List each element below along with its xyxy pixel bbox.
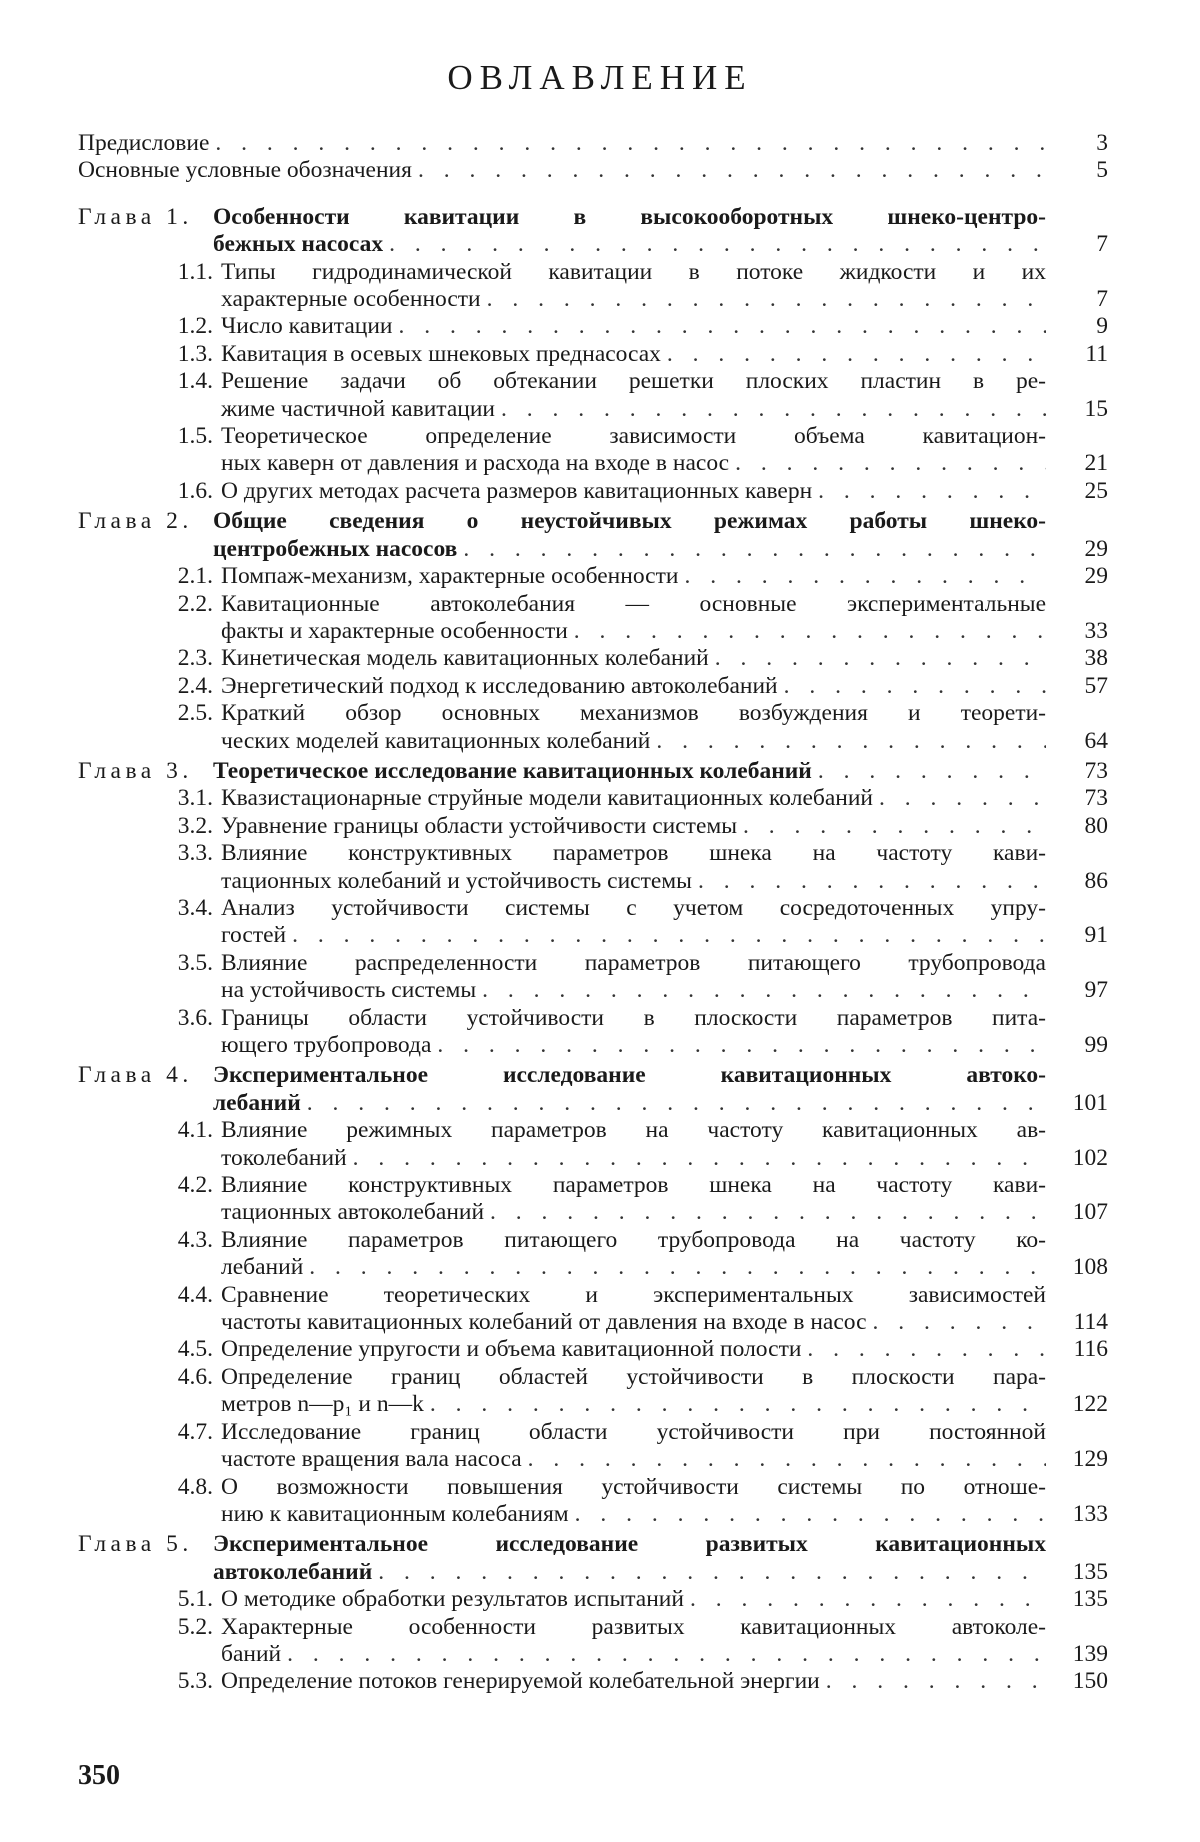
entry-line — [221, 950, 1046, 977]
section-entry — [78, 341, 1108, 368]
entry-text — [221, 1227, 1046, 1282]
page-ref: 38 — [1084, 645, 1108, 672]
entry-line — [221, 368, 1046, 395]
entry-line-text: О возможности повышения устойчивости системы по отноше- — [221, 1473, 1046, 1500]
section-number: 3.2. — [177, 812, 213, 839]
page-ref: 73 — [1084, 757, 1108, 784]
entry-line — [221, 1254, 1046, 1281]
dot-leader — [482, 977, 1046, 1004]
entry-line — [221, 1309, 1046, 1336]
page-ref: 139 — [1072, 1640, 1108, 1667]
entry-line — [221, 1227, 1046, 1254]
section-number: 4.5. — [177, 1336, 213, 1363]
entry-line — [221, 1668, 1046, 1695]
section-number: 4.6. — [177, 1363, 213, 1390]
front-matter-entry — [78, 130, 1108, 157]
entry-line-text: частоты кавитационных колебаний от давления на входе в насос — [221, 1309, 867, 1336]
dot-leader — [818, 758, 1046, 785]
section-entry — [78, 1336, 1108, 1363]
section-entry — [78, 1227, 1108, 1282]
dot-leader — [656, 728, 1046, 755]
entry-line — [221, 1336, 1046, 1363]
entry-line-text: характерные особенности — [221, 286, 481, 313]
section-entry — [78, 313, 1108, 340]
dot-leader — [667, 341, 1046, 368]
section-number: 4.4. — [177, 1281, 213, 1308]
entry-line-text: Квазистационарные струйные модели кавитационных колебаний — [221, 785, 873, 812]
chapter-entry — [78, 204, 1108, 259]
section-entry — [78, 478, 1108, 505]
section-entry — [78, 785, 1108, 812]
entry-line — [221, 813, 1046, 840]
entry-line — [213, 758, 1046, 785]
page-ref: 80 — [1084, 812, 1108, 839]
dot-leader — [487, 286, 1046, 313]
entry-line-text: Энергетический подход к исследованию автоколебаний — [221, 672, 778, 699]
entry-line — [221, 1032, 1046, 1059]
chapter-entry — [78, 1531, 1108, 1586]
entry-line — [221, 922, 1046, 949]
entry-text — [221, 1668, 1046, 1695]
entry-line — [221, 423, 1046, 450]
entry-line-text: Теоретическое определение зависимости объема кавитацион- — [221, 423, 1046, 450]
entry-line-text: Основные условные обозначения — [78, 157, 412, 184]
dot-leader — [743, 813, 1046, 840]
page-ref: 114 — [1073, 1309, 1108, 1336]
dot-leader — [879, 785, 1046, 812]
entry-line — [213, 231, 1046, 258]
entry-line-text: лебаний — [213, 1089, 301, 1116]
entry-text — [213, 508, 1046, 563]
section-number: 1.6. — [177, 477, 213, 504]
page-ref: 7 — [1096, 286, 1108, 313]
entry-text — [78, 157, 1046, 184]
dot-leader — [418, 157, 1046, 184]
entry-line — [221, 1145, 1046, 1172]
section-entry — [78, 368, 1108, 423]
entry-line-text: Влияние режимных параметров на частоту кавитационных ав- — [221, 1117, 1046, 1144]
entry-line — [221, 618, 1046, 645]
page-ref: 122 — [1072, 1391, 1108, 1418]
entry-line-text: центробежных насосов — [213, 535, 458, 562]
entry-line-text: тационных колебаний и устойчивость системы — [221, 867, 692, 894]
entry-text — [221, 1005, 1046, 1060]
entry-text — [221, 1419, 1046, 1474]
entry-line-text: Решение задачи об обтекании решетки плоских пластин в ре- — [221, 368, 1046, 395]
page-ref: 108 — [1072, 1254, 1108, 1281]
entry-text — [221, 645, 1046, 672]
entry-text — [221, 341, 1046, 368]
entry-line-text: частоте вращения вала насоса — [221, 1446, 522, 1473]
section-entry — [78, 591, 1108, 646]
dot-leader — [353, 1145, 1046, 1172]
entry-text — [221, 368, 1046, 423]
section-number: 3.1. — [177, 785, 213, 812]
table-of-contents — [78, 130, 1108, 1696]
page-ref: 101 — [1072, 1089, 1108, 1116]
section-number: 4.3. — [177, 1226, 213, 1253]
entry-line — [221, 895, 1046, 922]
entry-text — [221, 813, 1046, 840]
entry-line-text: Особенности кавитации в высокооборотных шнеко-центро- — [213, 203, 1046, 230]
page-ref: 9 — [1096, 313, 1108, 340]
section-entry — [78, 563, 1108, 590]
page-ref: 21 — [1084, 450, 1108, 477]
entry-line — [221, 478, 1046, 505]
chapter-label: Глава 1. — [78, 203, 193, 230]
page-ref: 5 — [1096, 157, 1108, 184]
chapter-label: Глава 4. — [78, 1062, 193, 1089]
section-entry — [78, 1172, 1108, 1227]
section-entry — [78, 1364, 1108, 1419]
entry-line — [221, 1391, 1046, 1418]
dot-leader — [309, 1254, 1046, 1281]
entry-line-text: Кавитационные автоколебания — основные экспериментальные — [221, 590, 1046, 617]
entry-text — [221, 1474, 1046, 1529]
dot-leader — [307, 1090, 1046, 1117]
page-ref: 150 — [1072, 1668, 1108, 1695]
page-ref: 116 — [1073, 1336, 1108, 1363]
entry-line — [221, 1005, 1046, 1032]
entry-line — [213, 1559, 1046, 1586]
entry-text — [221, 700, 1046, 755]
entry-line-text: Определение границ областей устойчивости в плоскости пара- — [221, 1363, 1046, 1390]
entry-line — [221, 673, 1046, 700]
entry-text — [213, 1062, 1046, 1117]
page-ref: 73 — [1084, 785, 1108, 812]
section-number: 4.1. — [177, 1117, 213, 1144]
section-number: 2.2. — [177, 590, 213, 617]
section-number: 1.4. — [177, 368, 213, 395]
dot-leader — [575, 1501, 1046, 1528]
entry-line-text: Определение упругости и объема кавитационной полости — [221, 1336, 802, 1363]
entry-text — [221, 563, 1046, 590]
page-ref: 86 — [1084, 867, 1108, 894]
dot-leader — [389, 231, 1046, 258]
entry-line-text: Влияние распределенности параметров питающего трубопровода — [221, 949, 1046, 976]
section-number: 2.5. — [177, 700, 213, 727]
entry-text — [221, 895, 1046, 950]
entry-line-text: Предисловие — [78, 130, 210, 156]
entry-line — [221, 1501, 1046, 1528]
entry-line — [221, 1614, 1046, 1641]
page-ref: 129 — [1072, 1446, 1108, 1473]
page-ref: 29 — [1084, 563, 1108, 590]
section-number: 1.3. — [177, 340, 213, 367]
dot-leader — [826, 1668, 1046, 1695]
entry-text — [221, 591, 1046, 646]
entry-line — [221, 1474, 1046, 1501]
entry-line-text: ных каверн от давления и расхода на входе в насос — [221, 450, 730, 477]
section-entry — [78, 673, 1108, 700]
entry-line — [213, 1090, 1046, 1117]
entry-text — [78, 130, 1046, 157]
entry-text — [213, 1531, 1046, 1586]
entry-text — [221, 478, 1046, 505]
section-number: 5.3. — [177, 1668, 213, 1695]
page-ref: 64 — [1084, 727, 1108, 754]
chapter-entry — [78, 1062, 1108, 1117]
entry-text — [221, 1117, 1046, 1172]
section-entry — [78, 1005, 1108, 1060]
entry-line-text: Теоретическое исследование кавитационных колебаний — [213, 757, 812, 784]
entry-line-text: ющего трубопровода — [221, 1032, 432, 1058]
section-number: 4.8. — [177, 1473, 213, 1500]
entry-text — [221, 673, 1046, 700]
dot-leader — [292, 922, 1046, 949]
page-ref: 29 — [1084, 535, 1108, 562]
entry-line-text: автоколебаний — [213, 1558, 373, 1585]
entry-line-text: Помпаж-механизм, характерные особенности — [221, 563, 679, 590]
entry-line — [78, 157, 1046, 184]
entry-text — [221, 1614, 1046, 1669]
section-entry — [78, 1419, 1108, 1474]
entry-text — [221, 313, 1046, 340]
section-number: 1.5. — [177, 423, 213, 450]
entry-line — [78, 130, 1046, 157]
entry-line-text: лебаний — [221, 1254, 304, 1281]
entry-line-text: ческих моделей кавитационных колебаний — [221, 727, 651, 754]
entry-line — [221, 785, 1046, 812]
entry-line-text: тационных автоколебаний — [221, 1199, 485, 1226]
entry-line — [221, 450, 1046, 477]
entry-line — [221, 1446, 1046, 1473]
section-number: 5.2. — [177, 1613, 213, 1640]
entry-text — [221, 423, 1046, 478]
dot-leader — [501, 396, 1046, 423]
dot-leader — [574, 618, 1046, 645]
entry-line-text: токолебаний — [221, 1144, 347, 1171]
entry-line-text: Экспериментальное исследование развитых кавитационных — [213, 1531, 1046, 1558]
chapter-entry — [78, 508, 1108, 563]
chapter-entry — [78, 758, 1108, 785]
dot-leader — [528, 1446, 1046, 1473]
page-ref: 7 — [1096, 231, 1108, 258]
entry-line-text: Краткий обзор основных механизмов возбуждения и теорети- — [221, 700, 1046, 727]
page-ref: 33 — [1084, 617, 1108, 644]
section-entry — [78, 895, 1108, 950]
section-number: 4.7. — [177, 1418, 213, 1445]
entry-line — [221, 1282, 1046, 1309]
entry-line-text: О других методах расчета размеров кавитационных каверн — [221, 477, 813, 504]
entry-line-text: Влияние параметров питающего трубопровода на частоту ко- — [221, 1226, 1046, 1253]
section-entry — [78, 1474, 1108, 1529]
entry-line-text: Число кавитации — [221, 313, 393, 340]
entry-text — [213, 758, 1046, 785]
section-entry — [78, 950, 1108, 1005]
dot-leader — [287, 1641, 1046, 1668]
section-number: 3.6. — [177, 1004, 213, 1031]
section-entry — [78, 645, 1108, 672]
dot-leader — [690, 1586, 1046, 1613]
section-number: 2.1. — [177, 563, 213, 590]
page-ref: 15 — [1084, 395, 1108, 422]
chapter-label: Глава 3. — [78, 757, 193, 784]
dot-leader — [378, 1559, 1046, 1586]
dot-leader — [215, 130, 1046, 157]
page-number: 350 — [78, 1760, 120, 1791]
entry-text — [221, 259, 1046, 314]
page-ref: 91 — [1084, 922, 1108, 949]
entry-line-text: Кинетическая модель кавитационных колебаний — [221, 645, 709, 672]
dot-leader — [684, 563, 1046, 590]
entry-line — [221, 313, 1046, 340]
page-ref: 25 — [1084, 477, 1108, 504]
page-ref: 3 — [1096, 130, 1108, 156]
entry-line — [213, 536, 1046, 563]
section-number: 4.2. — [177, 1172, 213, 1199]
entry-line-text: Влияние конструктивных параметров шнека на частоту кави- — [221, 1172, 1046, 1199]
chapter-label: Глава 2. — [78, 508, 193, 535]
entry-line — [221, 591, 1046, 618]
entry-line — [221, 977, 1046, 1004]
entry-line-text: Влияние конструктивных параметров шнека на частоту кави- — [221, 840, 1046, 867]
entry-line-text: Экспериментальное исследование кавитационных автоко- — [213, 1062, 1046, 1089]
entry-line — [221, 563, 1046, 590]
dot-leader — [873, 1309, 1046, 1336]
entry-line — [221, 700, 1046, 727]
entry-line-text: факты и характерные особенности — [221, 617, 568, 644]
entry-line — [213, 1062, 1046, 1089]
dot-leader — [430, 1391, 1046, 1418]
entry-line — [213, 1531, 1046, 1558]
entry-line — [221, 645, 1046, 672]
entry-line — [221, 1117, 1046, 1144]
entry-line-text: Уравнение границы области устойчивости системы — [221, 812, 738, 839]
entry-line — [221, 1199, 1046, 1226]
section-number: 3.5. — [177, 949, 213, 976]
entry-line — [221, 1419, 1046, 1446]
dot-leader — [490, 1199, 1046, 1226]
entry-line — [213, 508, 1046, 535]
entry-line — [221, 259, 1046, 286]
entry-text — [221, 1586, 1046, 1613]
section-entry — [78, 840, 1108, 895]
entry-line-text: Сравнение теоретических и экспериментальных зависимостей — [221, 1281, 1046, 1308]
entry-line — [221, 728, 1046, 755]
entry-line-text: Анализ устойчивости системы с учетом сосредоточенных упру- — [221, 894, 1046, 921]
entry-line-text: Границы области устойчивости в плоскости параметров пита- — [221, 1004, 1046, 1031]
dot-leader — [818, 478, 1046, 505]
front-matter-entry — [78, 157, 1108, 184]
entry-line-text: на устойчивость системы — [221, 977, 477, 1004]
entry-line — [221, 396, 1046, 423]
entry-line — [221, 1364, 1046, 1391]
entry-line — [221, 1172, 1046, 1199]
page-ref: 57 — [1084, 672, 1108, 699]
section-number: 5.1. — [177, 1586, 213, 1613]
section-entry — [78, 423, 1108, 478]
section-entry — [78, 1586, 1108, 1613]
entry-line-text: нию к кавитационным колебаниям — [221, 1500, 569, 1527]
dot-leader — [437, 1032, 1046, 1059]
entry-line — [221, 341, 1046, 368]
chapter-label: Глава 5. — [78, 1531, 193, 1558]
entry-line-text: метров n—p₁ и n—k — [221, 1391, 424, 1418]
dot-leader — [463, 536, 1046, 563]
entry-line-text: Характерные особенности развитых кавитационных автоколе- — [221, 1613, 1046, 1640]
entry-line — [213, 204, 1046, 231]
dot-leader — [399, 313, 1046, 340]
section-number: 2.3. — [177, 645, 213, 672]
entry-text — [221, 950, 1046, 1005]
entry-line-text: жиме частичной кавитации — [221, 395, 495, 422]
entry-line-text: Типы гидродинамической кавитации в потоке жидкости и их — [221, 258, 1046, 285]
entry-text — [221, 1336, 1046, 1363]
entry-line — [221, 840, 1046, 867]
section-number: 3.3. — [177, 840, 213, 867]
entry-line-text: Исследование границ области устойчивости при постоянной — [221, 1418, 1046, 1445]
section-entry — [78, 700, 1108, 755]
page-title: ОВЛАВЛЕНИЕ — [447, 58, 753, 97]
section-number: 1.2. — [177, 313, 213, 340]
section-number: 2.4. — [177, 672, 213, 699]
page-ref: 97 — [1084, 977, 1108, 1004]
entry-line — [221, 868, 1046, 895]
page-ref: 99 — [1084, 1032, 1108, 1058]
dot-leader — [807, 1336, 1046, 1363]
section-entry — [78, 813, 1108, 840]
section-number: 3.4. — [177, 894, 213, 921]
entry-text — [221, 1364, 1046, 1419]
entry-line-text: Общие сведения о неустойчивых режимах работы шнеко- — [213, 508, 1046, 535]
entry-line-text: баний — [221, 1640, 282, 1667]
section-entry — [78, 259, 1108, 314]
entry-line-text: Определение потоков генерируемой колебательной энергии — [221, 1668, 820, 1695]
entry-line-text: гостей — [221, 922, 287, 949]
page-ref: 133 — [1072, 1500, 1108, 1527]
entry-line — [221, 1641, 1046, 1668]
entry-line — [221, 1586, 1046, 1613]
section-entry — [78, 1668, 1108, 1695]
entry-line — [221, 286, 1046, 313]
page-ref: 11 — [1085, 340, 1108, 367]
dot-leader — [735, 450, 1046, 477]
entry-line-text: О методике обработки результатов испытаний — [221, 1586, 684, 1613]
page-ref: 107 — [1072, 1199, 1108, 1226]
section-entry — [78, 1117, 1108, 1172]
page-ref: 135 — [1072, 1558, 1108, 1585]
entry-line-text: Кавитация в осевых шнековых преднасосах — [221, 340, 661, 367]
entry-line-text: бежных насосах — [213, 231, 384, 258]
section-number: 1.1. — [177, 258, 213, 285]
page-ref: 135 — [1072, 1586, 1108, 1613]
entry-text — [221, 1172, 1046, 1227]
dot-leader — [784, 673, 1046, 700]
dot-leader — [715, 645, 1046, 672]
entry-text — [213, 204, 1046, 259]
dot-leader — [698, 868, 1046, 895]
section-entry — [78, 1614, 1108, 1669]
page-ref: 102 — [1072, 1144, 1108, 1171]
entry-text — [221, 1282, 1046, 1337]
entry-text — [221, 785, 1046, 812]
section-entry — [78, 1282, 1108, 1337]
entry-text — [221, 840, 1046, 895]
